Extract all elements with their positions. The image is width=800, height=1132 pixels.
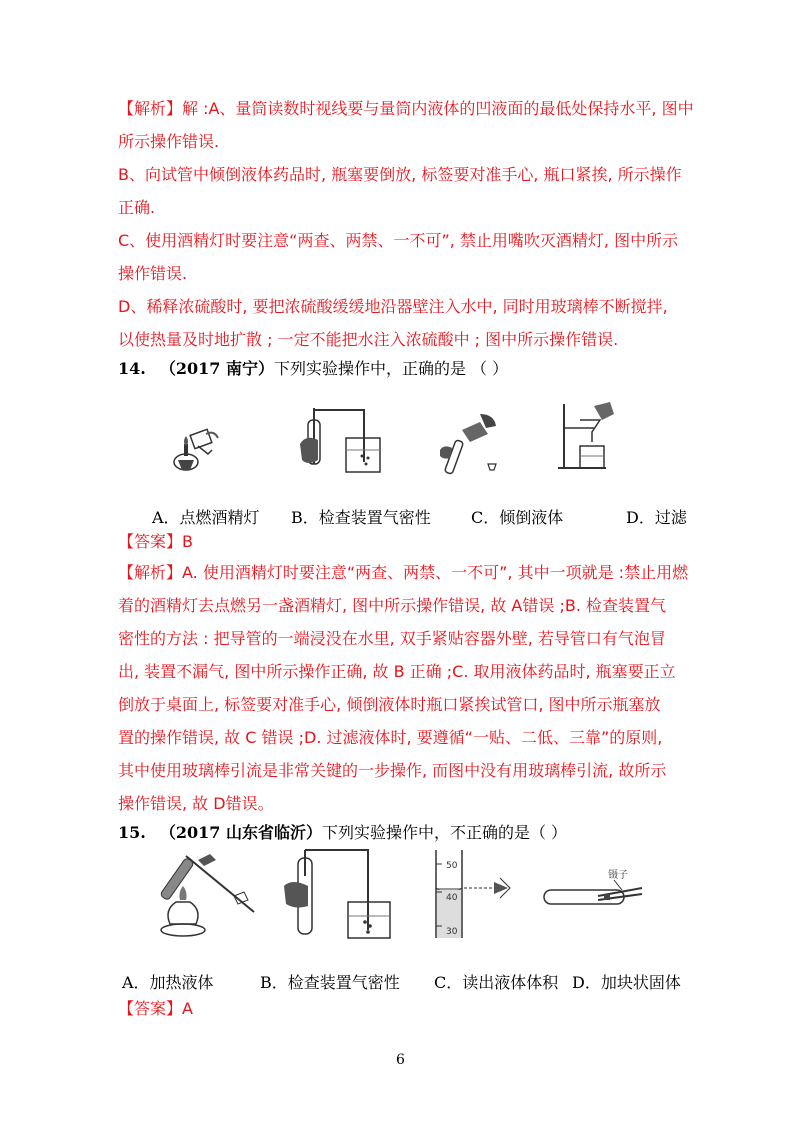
question-text: 下列实验操作中，不正确的是（ ） [321, 823, 568, 842]
analysis-14-line: 倒放于桌面上, 标签要对准手心, 倾倒液体时瓶口紧挨试管口, 图中所示瓶塞放 [118, 695, 661, 714]
heating-liquid-figure [150, 850, 260, 940]
analysis-14-line: 置的操作错误, 故 C 错误 ;D. 过滤液体时, 要遵循“一贴、二低、三靠”的原则, [118, 728, 663, 747]
airtightness-check-figure [296, 404, 386, 476]
analysis-13-line: C、使用酒精灯时要注意“两查、两禁、一不可”, 禁止用嘴吹灭酒精灯, 图中所示 [118, 231, 679, 250]
cylinder-tick-label: 30 [446, 927, 458, 937]
analysis-14-line: 着的酒精灯去点燃另一盏酒精灯, 图中所示操作错误, 故 A错误 ;B. 检查装置气 [118, 596, 667, 615]
answer-14: 【答案】B [118, 532, 193, 551]
cylinder-tick-label: 40 [446, 893, 458, 903]
option-a: A．加热液体 [122, 973, 214, 992]
add-solid-figure [538, 866, 650, 916]
question-text: 下列实验操作中，正确的是 （ ） [273, 359, 509, 378]
analysis-13-line: 所示操作错误. [118, 132, 220, 151]
option-d: D．加块状固体 [572, 973, 681, 992]
analysis-13-line: 操作错误. [118, 264, 188, 283]
filtration-figure [554, 400, 624, 472]
cylinder-tick-label: 50 [446, 861, 458, 871]
analysis-13-line: 正确. [118, 198, 156, 217]
answer-15: 【答案】A [118, 999, 193, 1018]
option-b: B．检查装置气密性 [291, 508, 431, 527]
question-14-stem [118, 356, 508, 379]
option-a: A．点燃酒精灯 [152, 508, 260, 527]
question-source: （2017 山东省临沂） [159, 823, 322, 842]
airtightness-check-figure-2 [282, 846, 402, 942]
read-volume-figure [428, 848, 528, 940]
tweezers-label: 镊子 [608, 870, 628, 881]
question-number: 15. [118, 823, 146, 842]
option-d: D．过滤 [626, 508, 687, 527]
question-source: （2017 南宁） [159, 359, 274, 378]
option-c: C．倾倒液体 [471, 508, 564, 527]
analysis-13-line: D、稀释浓硫酸时, 要把浓硫酸缓缓地沿器壁注入水中, 同时用玻璃棒不断搅拌, [118, 297, 668, 316]
page-number: 6 [396, 1052, 405, 1068]
analysis-14-line: 操作错误, 故 D错误。 [118, 794, 274, 813]
analysis-14-line: 密性的方法 : 把导管的一端浸没在水里, 双手紧贴容器外壁, 若导管口有气泡冒 [118, 629, 666, 648]
question-number: 14. [118, 359, 146, 378]
analysis-14-line: 【解析】A. 使用酒精灯时要注意“两查、两禁、一不可”, 其中一项就是 :禁止用燃 [118, 563, 689, 582]
analysis-13-line: B、向试管中倾倒液体药品时, 瓶塞要倒放, 标签要对准手心, 瓶口紧挨, 所示操作 [118, 165, 682, 184]
option-c: C．读出液体体积 [434, 973, 559, 992]
question-15-stem [118, 820, 567, 843]
analysis-13-line: 以使热量及时地扩散 ; 一定不能把水注入浓硫酸中 ; 图中所示操作错误. [118, 330, 619, 349]
alcohol-lamp-lighting-figure [168, 424, 224, 474]
pour-liquid-figure [436, 410, 506, 476]
analysis-13-line: 【解析】解 :A、量筒读数时视线要与量筒内液体的凹液面的最低处保持水平, 图中 [118, 99, 694, 118]
analysis-14-line: 出, 装置不漏气, 图中所示操作正确, 故 B 正确 ;C. 取用液体药品时, 瓶塞要正立 [118, 662, 676, 681]
analysis-14-line: 其中使用玻璃棒引流是非常关键的一步操作, 而图中没有用玻璃棒引流, 故所示 [118, 761, 667, 780]
option-b: B．检查装置气密性 [260, 973, 400, 992]
